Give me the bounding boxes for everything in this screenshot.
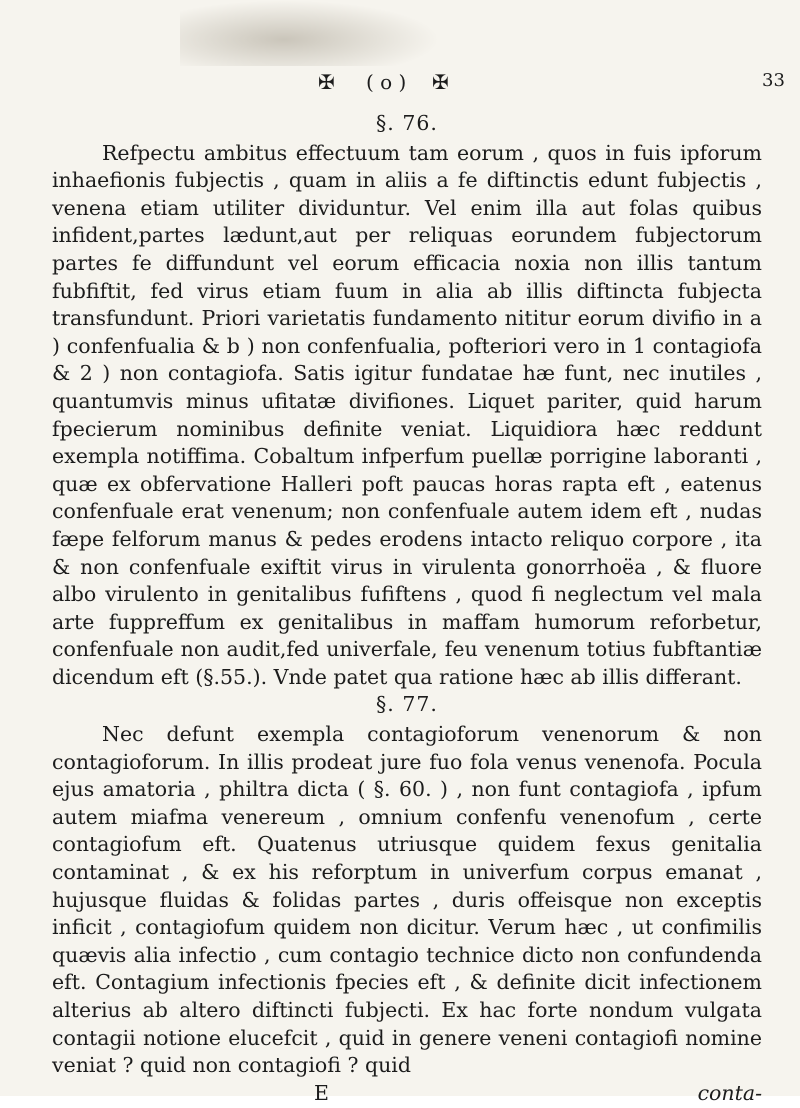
section-heading-77: §. 77. — [376, 692, 438, 717]
ink-smudge — [180, 0, 440, 66]
ornament-left-icon: ✠ — [318, 70, 335, 94]
catchword: conta- — [697, 1080, 762, 1105]
signature-mark: E — [314, 1080, 329, 1105]
page-footer — [52, 1080, 762, 1108]
header-label: ( o ) — [366, 70, 407, 94]
ornament-right-icon: ✠ — [432, 70, 449, 94]
paragraph-2: Nec defunt exempla contagioforum venenorum & non contagioforum. In illis prodeat jure fuo fola venus venenofa. Pocula ejus amatoria , philtra dicta ( §. 60. ) , non funt contagiofa , ipfum autem miafma venereum , omnium confenfu venenofum , certe contagiofum eft. Quatenus utriusque quidem fexus genitalia contaminat , & ex his reforptum in univerfum corpus emanat , hujusque fluidas & folidas partes , duris offeisque non exceptis inficit , contagiofum quidem non dicitur. Verum hæc , ut confimilis quævis alia infectio , cum contagio technice dicto non confundenda eft. Contagium infectionis fpecies eft , & definite dicit infectionem alterius ab altero diftincti fubjecti. Ex hac forte nondum vulgata contagii notione elucefcit , quid in genere veneni contagiofi nomine veniat ? quid non contagiofi ? quid — [52, 722, 762, 1078]
section-heading-76: §. 76. — [376, 111, 438, 135]
page-number: 33 — [762, 70, 785, 91]
text-body — [52, 110, 762, 1108]
running-header — [0, 70, 800, 98]
paragraph-1: Refpectu ambitus effectuum tam eorum , quos in fuis ipforum inhaefionis fubjectis , quam in aliis a fe diftinctis edunt fubjectis , venena etiam utiliter dividuntur. Vel enim illa aut folas quibus infident,partes lædunt,aut per reliquas eorundem fubjectorum partes fe diffundunt vel eorum efficacia noxia non illis tantum fubfiftit, fed virus etiam fuum in alia ab illis diftincta fubjecta transfundunt. Priori varietatis fundamento nititur eorum divifio in a ) confenfualia & b ) non confenfualia, pofteriori vero in 1 contagiofa & 2 ) non contagiofa. Satis igitur fundatae hæ funt, nec inutiles , quantumvis minus ufitatæ divifiones. Liquet pariter, quid harum fpecierum nominibus definite veniat. Liquidiora hæc reddunt exempla notiffima. Cobaltum infperfum puellæ porrigine laboranti , quæ ex obfervatione Halleri poft paucas horas rapta eft , eatenus confenfuale erat venenum; non confenfuale autem idem eft , nudas fæpe felforum manus & pedes erodens intacto reliquo corpore , ita & non confenfuale exiftit virus in virulenta gonorrhoëa , & fluore albo virulento in genitalibus fufiftens , quod fi neglectum vel mala arte fuppreffum ex genitalibus in maffam humorum reforbetur, confenfuale non audit,fed univerfale, feu venenum totius fubftantiæ dicendum eft (§.55.). Vnde patet qua ratione hæc ab illis differant. — [52, 140, 762, 689]
